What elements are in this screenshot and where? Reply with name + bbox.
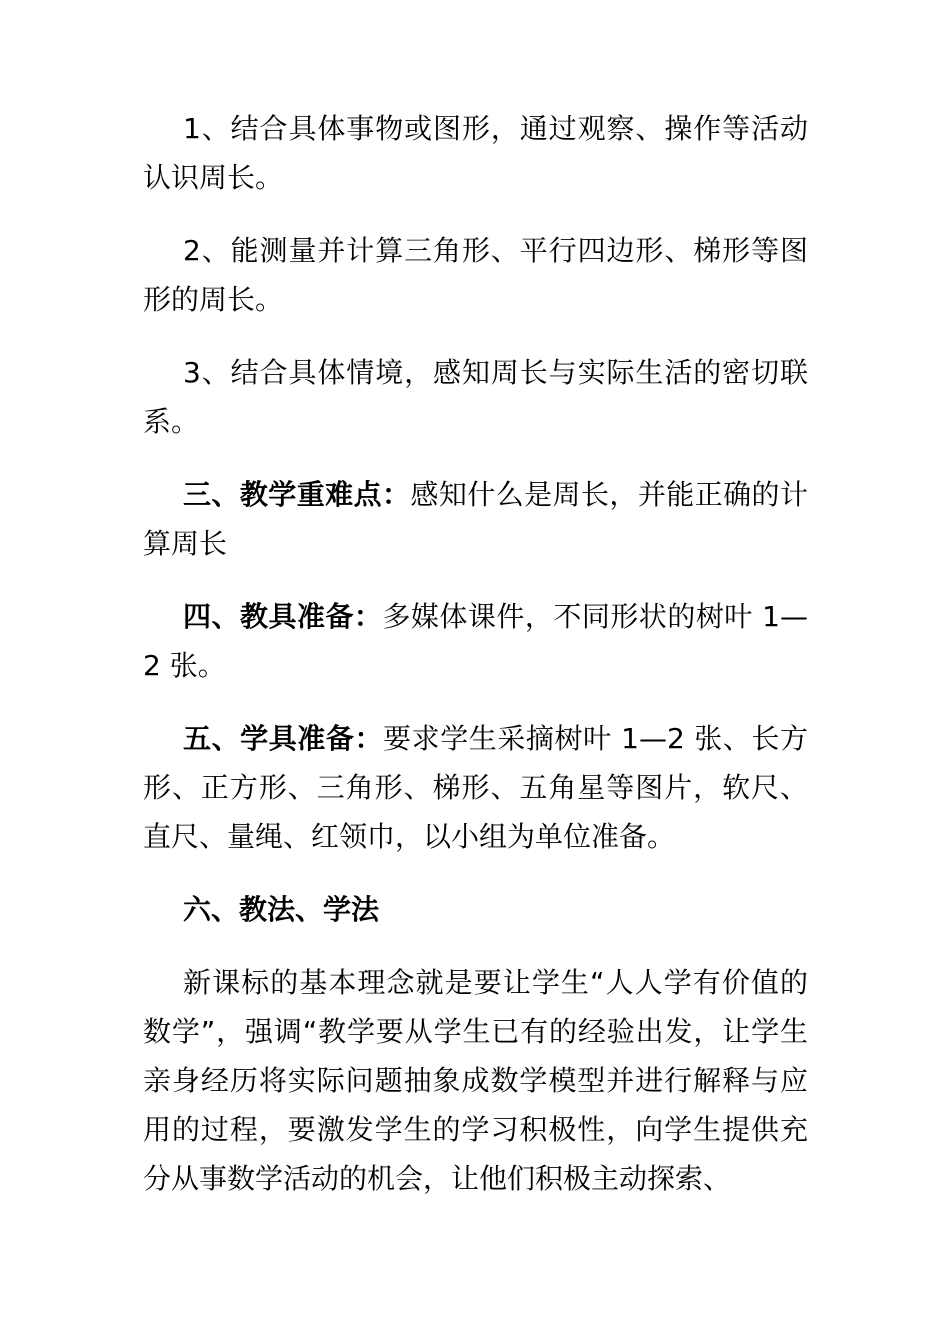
objective-1-text: 1、结合具体事物或图形，通过观察、操作等活动认识周长。 (143, 112, 808, 194)
objective-2-text: 2、能测量并计算三角形、平行四边形、梯形等图形的周长。 (143, 234, 808, 316)
objective-3 (143, 348, 808, 446)
section-learning-aids (143, 714, 808, 861)
document-page (143, 104, 808, 1227)
objective-3-text: 3、结合具体情境，感知周长与实际生活的密切联系。 (143, 356, 808, 438)
section-key-points-text: 感知什么是周长，并能正确的计算周长 (143, 478, 808, 560)
section-key-points (143, 470, 808, 568)
methods-body (143, 958, 808, 1203)
section-methods (143, 885, 808, 934)
section-teaching-aids-text: 多媒体课件，不同形状的树叶 1—2 张。 (143, 600, 808, 682)
objective-2 (143, 226, 808, 324)
section-teaching-aids-heading: 四、教具准备： (183, 600, 383, 633)
methods-body-text: 新课标的基本理念就是要让学生“人人学有价值的数学”，强调“教学要从学生已有的经验出发，让学生亲身经历将实际问题抽象成数学模型并进行解释与应用的过程，要激发学生的学习积极性，向学生提供充分从事数学活动的机会，让他们积极主动探索、 (143, 966, 808, 1195)
section-learning-aids-heading: 五、学具准备： (183, 722, 384, 755)
section-learning-aids-text: 要求学生采摘树叶 1—2 张、长方形、正方形、三角形、梯形、五角星等图片，软尺、直尺、量绳、红领巾，以小组为单位准备。 (143, 722, 808, 853)
objective-1 (143, 104, 808, 202)
section-key-points-heading: 三、教学重难点： (183, 478, 411, 511)
section-methods-heading: 六、教法、学法 (183, 893, 380, 926)
section-teaching-aids (143, 592, 808, 690)
